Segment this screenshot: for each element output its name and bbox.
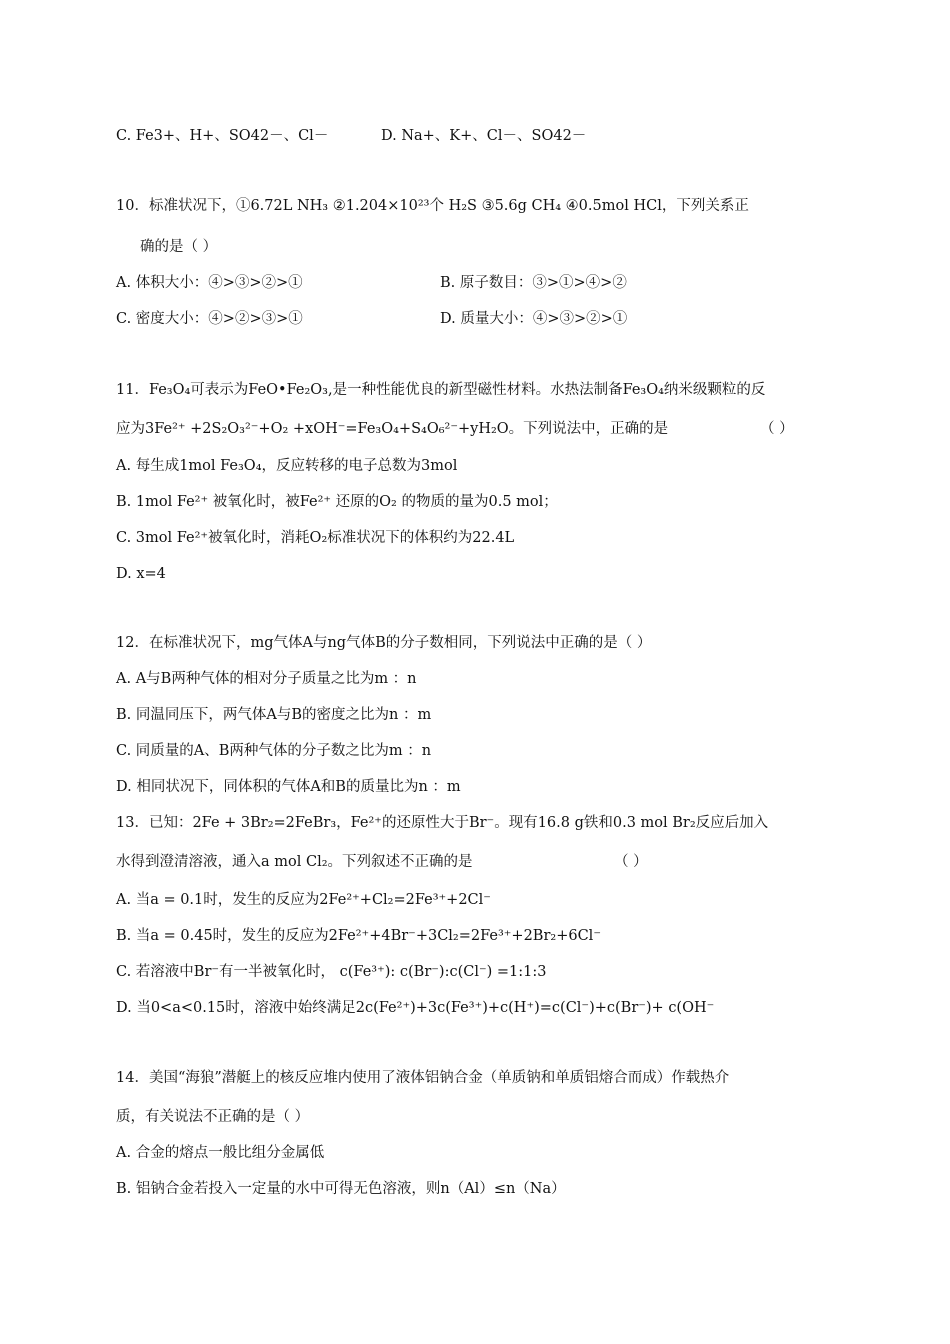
- q12-option-b: B. 同温同压下，两气体A与B的密度之比为n ：m: [116, 707, 432, 723]
- q12-stem: 12．在标准状况下，mg气体A与ng气体B的分子数相同，下列说法中正确的是（ ）: [116, 635, 652, 651]
- q11-stem-line1: 11．Fe₃O₄可表示为FeO•Fe₂O₃,是一种性能优良的新型磁性材料。水热法制备Fe₃O₄纳米级颗粒的反: [116, 382, 766, 398]
- q10-stem-line1: 10．标准状况下，①6.72L NH₃ ②1.204×10²³个 H₂S ③5.6g CH₄ ④0.5mol HCl，下列关系正: [116, 198, 749, 214]
- q10-option-d: D. 质量大小：④>③>②>①: [440, 311, 628, 327]
- q14-stem-line1: 14．美国“海狼”潜艇上的核反应堆内使用了液体铝钠合金（单质钠和单质铝熔合而成）作载热介: [116, 1070, 730, 1086]
- q13-option-a: A. 当a = 0.1时，发生的反应为2Fe²⁺+Cl₂=2Fe³⁺+2Cl⁻: [116, 892, 491, 908]
- q11-option-b: B. 1mol Fe²⁺ 被氧化时，被Fe²⁺ 还原的O₂ 的物质的量为0.5 mol；: [116, 494, 558, 510]
- q11-answer-paren: （ ）: [760, 421, 794, 437]
- q11-option-d: D. x=4: [116, 566, 166, 582]
- q14-option-a: A. 合金的熔点一般比组分金属低: [116, 1145, 325, 1161]
- q14-stem-line2: 质，有关说法不正确的是（ ）: [116, 1109, 310, 1125]
- q10-option-c: C. 密度大小：④>②>③>①: [116, 311, 303, 327]
- q12-option-c: C. 同质量的A、B两种气体的分子数之比为m ：n: [116, 743, 432, 759]
- q12-option-a: A. A与B两种气体的相对分子质量之比为m ：n: [116, 671, 417, 687]
- q11-stem-line2: 应为3Fe²⁺ +2S₂O₃²⁻+O₂ +xOH⁻=Fe₃O₄+S₄O₆²⁻+yH₂O。下列说法中，正确的是: [116, 421, 669, 437]
- q11-option-c: C. 3mol Fe²⁺被氧化时，消耗O₂标准状况下的体积约为22.4L: [116, 530, 515, 546]
- q13-answer-paren: （ ）: [614, 854, 648, 870]
- q9-option-c: C. Fe3+、H+、SO42－、Cl－: [116, 128, 329, 144]
- q13-stem-line1: 13．已知：2Fe + 3Br₂=2FeBr₃，Fe²⁺的还原性大于Br⁻。现有16.8 g铁和0.3 mol Br₂反应后加入: [116, 815, 769, 831]
- q10-option-a: A. 体积大小：④>③>②>①: [116, 275, 303, 291]
- q13-stem-line2: 水得到澄清溶液，通入a mol Cl₂。下列叙述不正确的是: [116, 854, 473, 870]
- q11-option-a: A. 每生成1mol Fe₃O₄，反应转移的电子总数为3mol: [116, 458, 458, 474]
- q13-option-d: D. 当0<a<0.15时，溶液中始终满足2c(Fe²⁺)+3c(Fe³⁺)+c(H⁺)=c(Cl⁻)+c(Br⁻)+ c(OH⁻: [116, 1000, 715, 1016]
- q9-option-d: D. Na+、K+、Cl－、SO42－: [381, 128, 587, 144]
- q14-option-b: B. 铝钠合金若投入一定量的水中可得无色溶液，则n（Al）≤n（Na）: [116, 1181, 566, 1197]
- q10-option-b: B. 原子数目：③>①>④>②: [440, 275, 627, 291]
- q12-option-d: D. 相同状况下，同体积的气体A和B的质量比为n ：m: [116, 779, 461, 795]
- q13-option-c: C. 若溶液中Br⁻有一半被氧化时， c(Fe³⁺): c(Br⁻):c(Cl⁻) =1:1:3: [116, 964, 547, 980]
- q13-option-b: B. 当a = 0.45时，发生的反应为2Fe²⁺+4Br⁻+3Cl₂=2Fe³⁺+2Br₂+6Cl⁻: [116, 928, 601, 944]
- q10-stem-line2: 确的是（ ）: [140, 239, 218, 255]
